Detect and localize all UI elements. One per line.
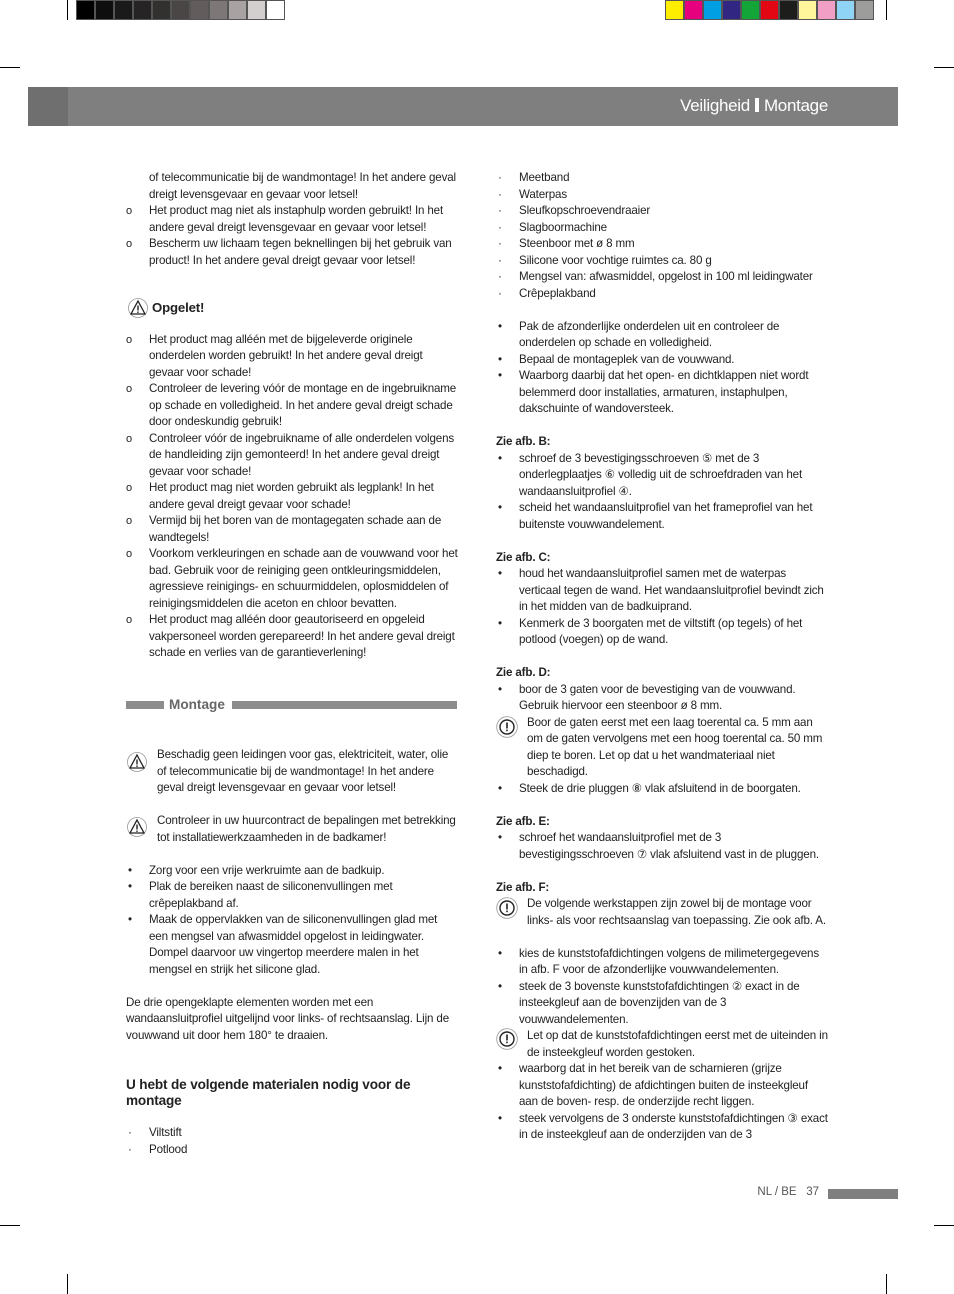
swatch [114,0,133,20]
item-text: steek de 3 bovenste kunststofafdichtingen ② exact in de insteekgleuf aan de bovenzijden van de 3 vouwwandelementen. [519,979,800,1026]
item-text: Meetband [519,171,570,184]
dash-bullet-icon: · [498,171,502,184]
item-text: kies de kunststofafdichtingen volgens de milimetergegevens in afb. F voor de afzonderlijke vouwwandelementen. [519,946,820,976]
title-montage: Montage [763,96,828,115]
swatch [855,0,874,20]
item-text: Bepaal de montageplek van de vouwwand. [519,352,735,366]
paragraph-text: De drie opengeklapte elementen worden met een wandaansluitprofiel uitgelijnd voor links- of rechtsaanslag. Lijn de vouwwand uit door hem 180° te draaien. [126,995,449,1042]
swatch [798,0,817,20]
crop-mark [0,1225,20,1226]
list-item [126,912,459,978]
list-item [126,203,459,236]
dash-bullet-icon: · [498,270,502,283]
left-column [126,170,459,662]
section-bar [232,701,457,709]
figure-heading-b: Zie afb. B: [496,435,551,448]
item-text: Viltstift [149,1126,182,1139]
item-text: boor de 3 gaten voor de bevestiging van de vouwwand. Gebruik hiervoor een steenboor ø 8 mm. [519,682,796,712]
item-text: Pak de afzonderlijke onderdelen uit en controleer de onderdelen op schade en volledigheid. [519,319,780,349]
swatch [171,0,190,20]
list-item [126,1125,459,1142]
bullet-icon: • [498,451,502,465]
figure-heading-c: Zie afb. C: [496,550,551,564]
swatch [95,0,114,20]
list-item [496,170,829,187]
swatch [133,0,152,20]
swatch [817,0,836,20]
figure-heading-e: Zie afb. E: [496,814,550,828]
item-text: Controleer de levering vóór de montage en de ingebruikname op schade en volledigheid. In het andere geval dreigt schade door ondeskundig gebruik! [149,382,457,428]
item-text: houd het wandaansluitprofiel samen met de waterpas verticaal tegen de wand. Het wandaansluitprofiel bevindt zich in het midden van de badkuiprand. [519,567,824,613]
bullet-icon: • [128,913,132,926]
paragraph [126,995,459,1045]
list-item [126,546,459,612]
bullet-icon: • [498,616,502,630]
list-item [126,236,459,269]
circle-bullet-icon: o [126,333,132,346]
swatch [779,0,798,20]
dash-bullet-icon: · [128,1126,132,1139]
item-text: Het product mag niet als instaphulp worden gebruikt! In het andere geval dreigt levensgevaar en gevaar voor letsel! [149,204,444,234]
list-item [496,253,829,270]
item-text: steek vervolgens de 3 onderste kunststofafdichtingen ③ exact in de insteekgleuf aan de onderzijden van de 3 [519,1111,828,1141]
item-text: Het product mag alléén met de bijgeleverde originele onderdelen worden gebruikt! In het andere geval dreigt gevaar voor schade! [149,332,423,379]
item-text: schroef het wandaansluitprofiel met de 3 bevestigingsschroeven ⑦ vlak afsluitend vast in de pluggen. [519,831,819,861]
circle-bullet-icon: o [126,383,132,395]
note-text: De volgende werkstappen zijn zowel bij de montage voor links- als voor rechtsaanslag van toepassing. Zie ook afb. A. [527,897,826,927]
caution-title: Opgelet! [152,299,205,315]
swatch [266,0,285,20]
swatch [722,0,741,20]
swatch [247,0,266,20]
item-text: Controleer vóór de ingebruikname of alle onderdelen volgens de handleiding zijn gemonteerd! In het andere geval dreigt gevaar voor schade! [149,431,455,478]
swatch [836,0,855,20]
item-text: schroef de 3 bevestigingsschroeven ⑤ met de 3 onderlegplaatjes ⑥ volledig uit de schroefdraden van het wandaansluitprofiel ④. [519,451,803,498]
left-column-lower [126,747,459,1158]
bullet-icon: • [128,880,132,893]
dash-bullet-icon: · [498,286,502,300]
item-text: Sleufkopschroevendraaier [519,204,651,217]
list-item [496,1111,829,1144]
dash-bullet-icon: · [128,1142,132,1156]
circle-bullet-icon: o [126,238,132,250]
item-text: Steek de drie pluggen ⑧ vlak afsluitend in de boorgaten. [519,781,801,795]
list-item [496,830,829,863]
bullet-icon: • [498,369,502,382]
bullet-icon: • [498,781,502,795]
header-bar [28,87,898,126]
item-text: Waterpas [519,187,567,201]
exclamation-icon [496,897,518,919]
warning-triangle-icon [127,752,147,772]
item-text: Kenmerk de 3 boorgaten met de viltstift (op tegels) of het potlood (voegen) op de wand. [519,616,803,646]
item-text: Zorg voor een vrije werkruimte aan de badkuip. [149,863,385,877]
list-item [496,352,829,369]
note-text: Beschadig geen leidingen voor gas, elektriciteit, water, olie of telecommunicatie bij de wandmontage! In het andere geval dreigt levensgevaar en gevaar voor letsel! [157,748,449,794]
circle-bullet-icon: o [126,515,132,527]
item-text: Potlood [149,1142,188,1156]
figure-heading-f: Zie afb. F: [496,880,550,894]
item-text: Het product mag niet worden gebruikt als legplank! In het andere geval dreigt gevaar voor schade! [149,481,434,511]
info-note [496,715,829,781]
swatch [228,0,247,20]
item-text: Steenboor met ø 8 mm [519,237,635,250]
footer-bar [828,1189,898,1199]
info-note [496,896,829,929]
item-text: Silicone voor vochtige ruimtes ca. 80 g [519,253,712,267]
item-text: Het product mag alléén door geautoriseerd en opgeleid vakpersoneel worden gerepareerd! In het andere geval dreigt schade en verlies van de garantieverlening! [149,613,455,659]
header-tab [28,87,68,126]
list-item [496,1061,829,1111]
item-text: Vermijd bij het boren van de montagegaten schade aan de wandtegels! [149,514,442,544]
list-item [496,781,829,798]
item-text: Crêpeplakband [519,286,596,300]
item-text: Maak de oppervlakken van de siliconenvullingen glad met een mengsel van afwasmiddel opgelost in leidingwater. Dompel daarvoor uw vingertop meerdere malen in het mengsel en strijk het silicone glad. [149,913,438,976]
bullet-icon: • [498,682,502,696]
list-item [496,368,829,418]
bullet-icon: • [498,946,502,960]
bullet-icon: • [498,319,502,333]
warning-note [126,747,459,797]
crop-mark [0,67,20,68]
list-item [496,187,829,204]
item-text: of telecommunicatie bij de wandmontage! In het andere geval dreigt levensgevaar en gevaar voor letsel! [149,171,456,201]
swatch [760,0,779,20]
swatch [741,0,760,20]
list-item [496,500,829,533]
exclamation-icon [496,1028,518,1050]
dash-bullet-icon: · [498,253,502,267]
title-separator [755,98,759,112]
circle-bullet-icon: o [126,432,132,445]
note-text: Boor de gaten eerst met een laag toerental ca. 5 mm aan om de gaten vervolgens met een hoog toerental ca. 50 mm diep te boren. Let op dat u het wandmateriaal niet beschadigd. [527,715,823,778]
swatch [76,0,95,20]
list-item [126,480,459,513]
dash-bullet-icon: · [498,237,502,250]
section-bar [126,701,164,709]
page-footer [757,1186,819,1198]
warning-triangle-icon [127,817,147,837]
warning-note [126,813,459,846]
dash-bullet-icon: · [498,204,502,217]
item-text: waarborg dat in het bereik van de scharnieren (grijze kunststofafdichting) de afdichtingen buiten de insteekgleuf aan de boven- resp. de onderzijde recht liggen. [519,1062,808,1108]
swatch [190,0,209,20]
materials-heading: U hebt de volgende materialen nodig voor de montage [126,1076,411,1108]
circle-bullet-icon: o [126,205,132,217]
list-item [496,236,829,253]
list-item [496,319,829,352]
list-item [496,616,829,649]
list-item [496,220,829,237]
list-item [496,451,829,501]
dash-bullet-icon: · [498,187,502,201]
crop-mark [934,1225,954,1226]
list-item [126,431,459,481]
page-number: 37 [806,1186,819,1198]
swatch [703,0,722,20]
swatch [684,0,703,20]
bullet-icon: • [498,1111,502,1125]
figure-heading-d: Zie afb. D: [496,666,551,679]
list-item [496,946,829,979]
page-title [680,96,828,116]
list-item [496,566,829,616]
bullet-icon: • [498,567,502,580]
bullet-icon: • [498,352,502,366]
crop-mark [886,0,887,20]
list-item [126,863,459,880]
bullet-icon: • [498,501,502,514]
list-item [126,381,459,431]
item-text: Waarborg daarbij dat het open- en dichtklappen niet wordt belemmerd door installaties, armaturen, instaphulpen, dakschuinte of wandoversteek. [519,369,809,415]
circle-bullet-icon: o [126,548,132,560]
bullet-icon: • [498,979,502,993]
list-item [496,203,829,220]
title-veiligheid: Veiligheid [680,96,750,115]
list-item [126,879,459,912]
crop-mark [934,67,954,68]
crop-mark [886,1274,887,1294]
caution-heading [126,298,459,324]
right-column [496,170,829,1144]
crop-mark [67,0,68,20]
list-item [126,513,459,546]
item-text: Mengsel van: afwasmiddel, opgelost in 100 ml leidingwater [519,270,813,283]
item-text: Bescherm uw lichaam tegen beknellingen bij het gebruik van product! In het andere geval dreigt gevaar voor letsel! [149,237,452,267]
list-item [496,682,829,715]
bullet-icon: • [498,831,502,844]
item-text: scheid het wandaansluitprofiel van het frameprofiel van het buitenste vouwwandelement. [519,501,813,531]
note-text: Let op dat de kunststofafdichtingen eerst met de uiteinden in de insteekgleuf worden gestoken. [527,1029,828,1059]
warning-triangle-icon [128,298,148,318]
info-note [496,1028,829,1061]
section-heading-montage [126,697,457,713]
section-label: Montage [169,697,225,712]
list-item [126,332,459,382]
swatch [665,0,684,20]
dash-bullet-icon: · [498,220,502,234]
list-item [496,269,829,286]
bullet-icon: • [498,1062,502,1075]
circle-bullet-icon: o [126,614,132,626]
item-text: Voorkom verkleuringen en schade aan de vouwwand voor het bad. Gebruik voor de reiniging geen ontkleuringsmiddelen, agressieve reinigings- en schuurmiddelen, oplosmiddelen of reinigingsmiddelen die aceton en chloor bevatten. [149,547,458,610]
swatch [152,0,171,20]
list-item [496,286,829,303]
item-text: Slagboormachine [519,220,607,234]
circle-bullet-icon: o [126,482,132,494]
list-item [126,1142,459,1159]
item-text: Plak de bereiken naast de siliconenvullingen met crêpeplakband af. [149,880,393,910]
exclamation-icon [496,716,518,738]
footer-language: NL / BE [757,1186,797,1198]
swatch [209,0,228,20]
note-text: Controleer in uw huurcontract de bepalingen met betrekking tot installatiewerkzaamheden in de badkamer! [157,814,456,844]
list-item [496,979,829,1029]
crop-mark [67,1274,68,1294]
list-item [126,612,459,662]
list-item [126,170,459,203]
bullet-icon: • [128,863,132,877]
